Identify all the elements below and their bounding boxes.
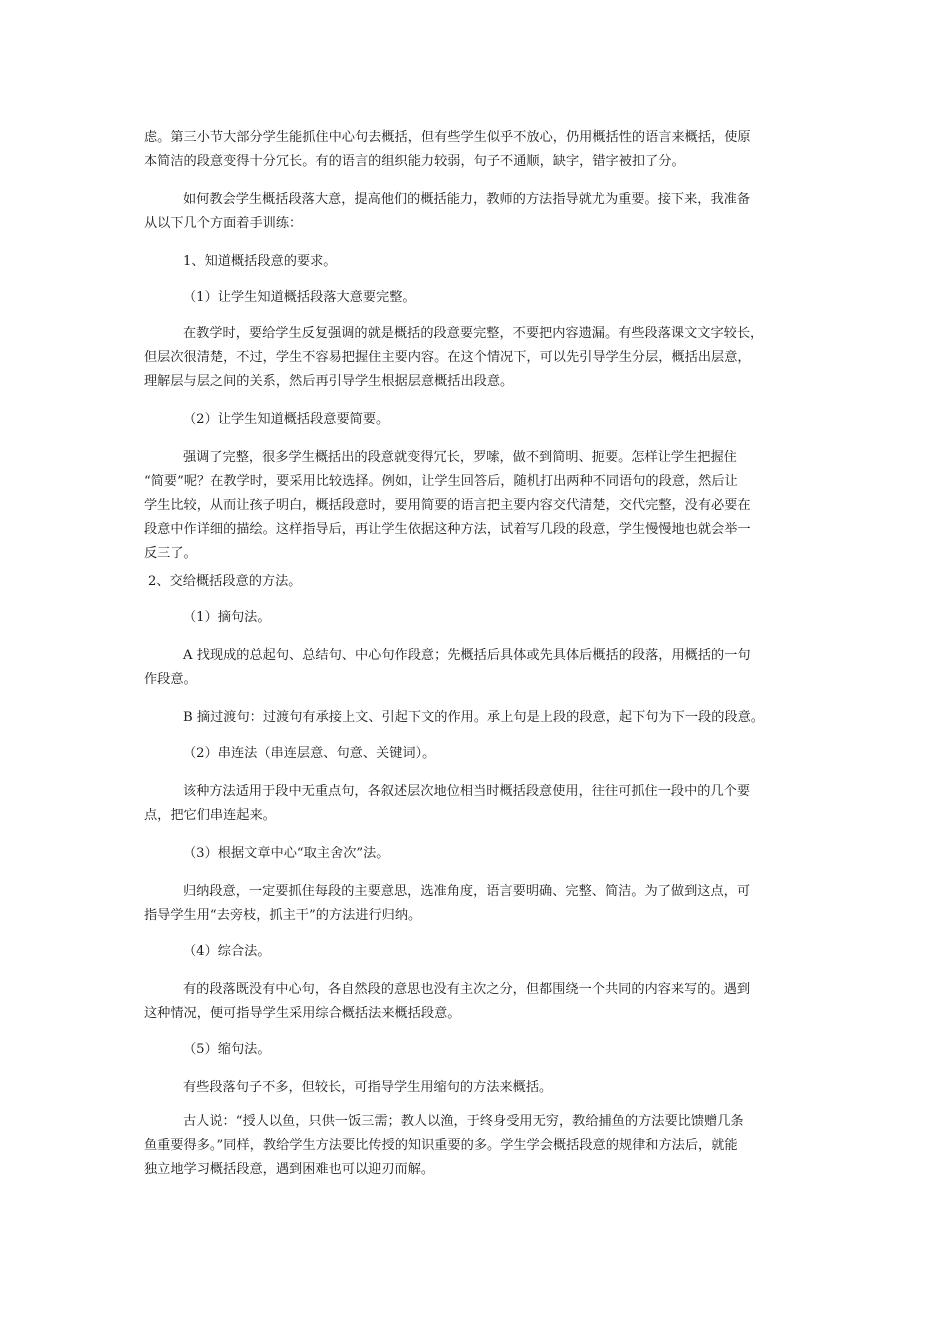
paragraph-1 — [144, 126, 808, 174]
subheading-2-3 — [144, 842, 808, 866]
text-line: 归纳段意，一定要抓住每段的主要意思，选准角度，语言要明确、完整、简洁。为了做到这点，可 — [183, 884, 751, 899]
text-line: 1、知道概括段意的要求。 — [183, 254, 337, 269]
text-line: 古人说：“授人以鱼，只供一饭三需；教人以渔，于终身受用无穷，教给捕鱼的方法要比馈赠几条 — [183, 1114, 744, 1129]
text-line: （3）根据文章中心“取主舍次”法。 — [183, 846, 390, 861]
text-line: 这种情况，便可指导学生采用综合概括法来概括段意。 — [144, 1006, 461, 1021]
text-line: 有的段落既没有中心句，各自然段的意思也没有主次之分，但都围绕一个共同的内容来写的。遇到 — [183, 982, 751, 997]
text-line: 指导学生用“去旁枝，抓主干”的方法进行归纳。 — [144, 908, 422, 923]
text-line: A 找现成的总起句、总结句、中心句作段意；先概括后具体或先具体后概括的段落，用概括的一句 — [183, 648, 751, 663]
subheading-2-5 — [144, 1038, 808, 1062]
text-line: 反三了。 — [144, 546, 197, 561]
paragraph-5 — [144, 322, 808, 394]
subheading-1-1 — [144, 286, 808, 310]
subheading-2-4 — [144, 940, 808, 964]
text-line: “简要”呢？在教学时，要采用比较选择。例如，让学生回答后，随机打出两种不同语句的段意，然后让 — [144, 474, 738, 489]
paragraph-20 — [144, 1110, 808, 1182]
text-line: 但层次很清楚，不过，学生不容易把握住主要内容。在这个情况下，可以先引导学生分层，概括出层意， — [144, 350, 751, 365]
text-line: 2、交给概括段意的方法。 — [148, 574, 302, 589]
paragraph-2 — [144, 188, 808, 236]
text-line: 鱼重要得多。”同样，教给学生方法要比传授的知识重要的多。学生学会概括段意的规律和方法后，就能 — [144, 1138, 738, 1153]
text-line: 段意中作详细的描绘。这样指导后，再让学生依据这种方法，试着写几段的段意，学生慢慢地也就会举一 — [144, 522, 751, 537]
text-line: 从以下几个方面着手训练： — [144, 216, 303, 231]
text-line: 强调了完整，很多学生概括出的段意就变得冗长，罗嗦，做不到简明、扼要。怎样让学生把握住 — [183, 450, 737, 465]
text-line: （5）缩句法。 — [183, 1042, 271, 1057]
subheading-2-2 — [144, 742, 808, 766]
section-heading-1 — [144, 250, 808, 274]
text-line: （1）摘句法。 — [183, 610, 271, 625]
paragraph-7 — [144, 446, 808, 566]
text-line: 虑。第三小节大部分学生能抓住中心句去概括，但有些学生似乎不放心，仍用概括性的语言来概括，使原 — [144, 130, 751, 145]
text-line: 作段意。 — [144, 672, 197, 687]
text-line: 点，把它们串连起来。 — [144, 808, 276, 823]
text-line: （1）让学生知道概括段落大意要完整。 — [183, 290, 416, 305]
text-line: 独立地学习概括段意，遇到困难也可以迎刃而解。 — [144, 1162, 435, 1177]
text-line: 该种方法适用于段中无重点句，各叙述层次地位相当时概括段意使用，往往可抓住一段中的几个要 — [183, 784, 751, 799]
section-heading-2 — [144, 570, 808, 594]
subheading-1-2 — [144, 408, 808, 432]
paragraph-10 — [144, 644, 808, 692]
text-line: 有些段落句子不多，但较长，可指导学生用缩句的方法来概括。 — [183, 1080, 553, 1095]
paragraph-15 — [144, 880, 808, 928]
text-line: 在教学时，要给学生反复强调的就是概括的段意要完整，不要把内容遗漏。有些段落课文文字较长， — [183, 326, 764, 341]
paragraph-11 — [144, 706, 808, 730]
text-line: （4）综合法。 — [183, 944, 271, 959]
paragraph-19 — [144, 1076, 808, 1100]
text-line: 学生比较，从而让孩子明白，概括段意时，要用简要的语言把主要内容交代清楚，交代完整，没有必要在 — [144, 498, 751, 513]
text-line: 本简洁的段意变得十分冗长。有的语言的组织能力较弱，句子不通顺，缺字，错字被扣了分。 — [144, 154, 685, 169]
paragraph-17 — [144, 978, 808, 1026]
subheading-2-1 — [144, 606, 808, 630]
text-line: （2）让学生知道概括段意要简要。 — [183, 412, 390, 427]
text-line: 理解层与层之间的关系，然后再引导学生根据层意概括出段意。 — [144, 374, 514, 389]
paragraph-13 — [144, 780, 808, 828]
text-line: B 摘过渡句：过渡句有承接上文、引起下文的作用。承上句是上段的段意，起下句为下一段的段意。 — [183, 710, 764, 725]
text-line: 如何教会学生概括段落大意，提高他们的概括能力，教师的方法指导就尤为重要。接下来，我准备 — [183, 192, 751, 207]
text-line: （2）串连法（串连层意、句意、关键词）。 — [183, 746, 436, 761]
